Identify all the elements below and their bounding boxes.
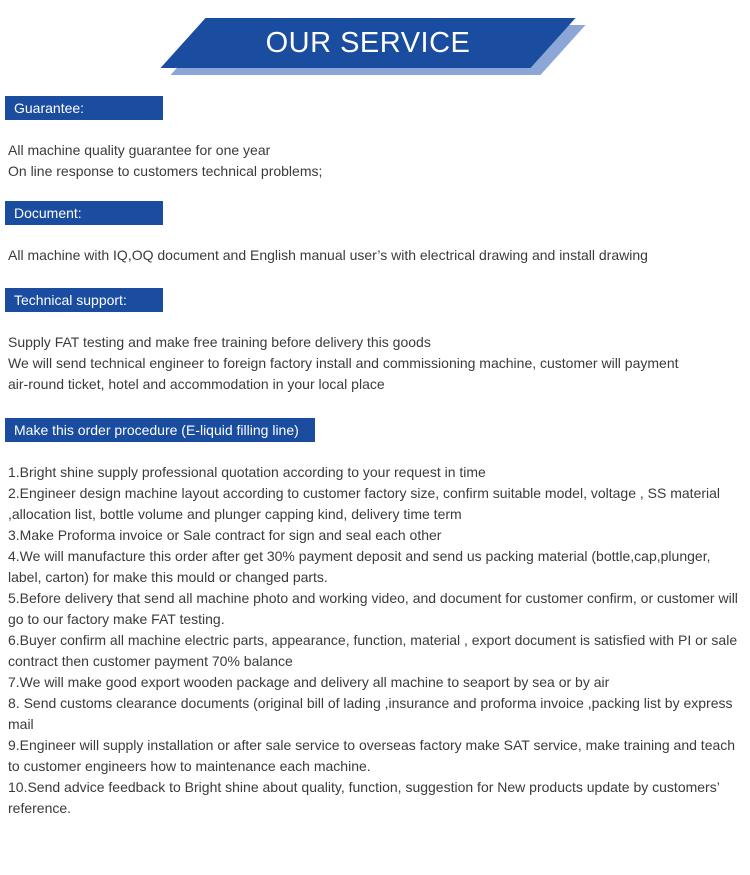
procedure-step-2: 2.Engineer design machine layout according to customer factory size, confirm suitable model, voltage , SS material ,allocation list, bottle volume and plunger capping kind, delivery time term	[8, 485, 721, 522]
procedure-step-7: 7.We will make good export wooden package and delivery all machine to seaport by sea or by air	[8, 674, 610, 690]
page	[0, 18, 750, 819]
section-document	[0, 201, 750, 266]
section-guarantee	[0, 96, 750, 182]
text-line: Supply FAT testing and make free training before delivery this goods	[8, 334, 431, 350]
section-heading-order-procedure: Make this order procedure (E-liquid filling line)	[5, 418, 315, 442]
text-line: On line response to customers technical problems;	[8, 163, 323, 179]
section-body-document	[8, 245, 750, 266]
procedure-steps	[8, 462, 746, 819]
procedure-step-5: 5.Before delivery that send all machine photo and working video, and document for customer confirm, or customer will go to our factory make FAT testing.	[8, 590, 738, 627]
section-body-technical-support	[8, 332, 750, 395]
procedure-step-6: 6.Buyer confirm all machine electric parts, appearance, function, material , export document is satisfied with PI or sale contract then customer payment 70% balance	[8, 632, 738, 669]
text-line: All machine with IQ,OQ document and English manual user’s with electrical drawing and install drawing	[8, 247, 648, 263]
banner-title: OUR SERVICE	[265, 26, 471, 59]
procedure-step-8: 8. Send customs clearance documents (original bill of lading ,insurance and proforma invoice ,packing list by express mail	[8, 695, 733, 732]
procedure-step-10: 10.Send advice feedback to Bright shine about quality, function, suggestion for New products update by customers’ reference.	[8, 779, 720, 816]
text-line: air-round ticket, hotel and accommodation in your local place	[8, 376, 385, 392]
procedure-step-3: 3.Make Proforma invoice or Sale contract for sign and seal each other	[8, 527, 442, 543]
procedure-step-4: 4.We will manufacture this order after get 30% payment deposit and send us packing material (bottle,cap,plunger, label, carton) for make this mould or changed parts.	[8, 548, 711, 585]
procedure-step-1: 1.Bright shine supply professional quotation according to your request in time	[8, 464, 486, 480]
service-banner	[183, 18, 553, 68]
section-body-guarantee	[8, 140, 750, 182]
section-heading-document: Document:	[5, 201, 163, 225]
section-technical-support	[0, 288, 750, 395]
section-heading-technical-support: Technical support:	[5, 288, 163, 312]
text-line: All machine quality guarantee for one year	[8, 142, 271, 158]
section-heading-guarantee: Guarantee:	[5, 96, 163, 120]
procedure-step-9: 9.Engineer will supply installation or after sale service to overseas factory make SAT service, make training and teach to customer engineers how to maintenance each machine.	[8, 737, 736, 774]
text-line: We will send technical engineer to foreign factory install and commissioning machine, customer will payment	[8, 355, 679, 371]
section-order-procedure	[0, 418, 750, 819]
